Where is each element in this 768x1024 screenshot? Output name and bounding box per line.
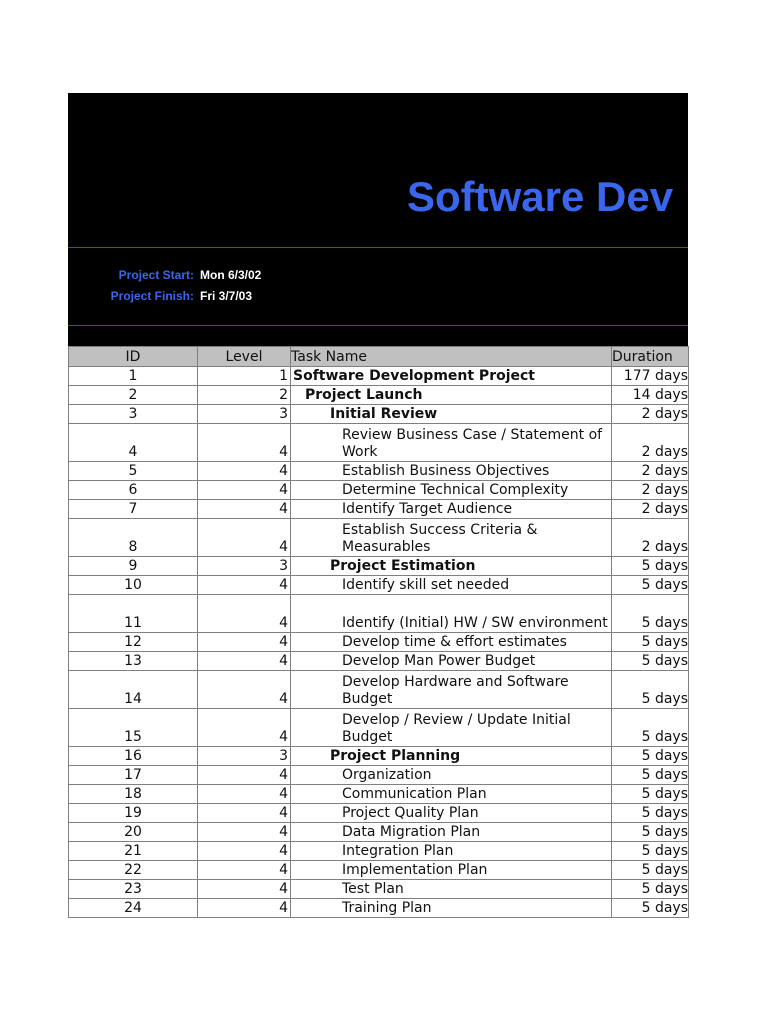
project-start-label: Project Start: [118,268,194,282]
cell-id[interactable]: 4 [69,424,198,462]
cell-task-name[interactable] [291,804,612,823]
cell-duration[interactable]: 2 days [612,500,689,519]
task-name-text: Establish Success Criteria & Measurables [342,522,538,555]
cell-duration[interactable]: 5 days [612,747,689,766]
cell-level[interactable]: 4 [198,671,291,709]
column-header-task-name[interactable]: Task Name [291,347,612,367]
task-rows [69,367,689,918]
cell-id[interactable]: 19 [69,804,198,823]
cell-level[interactable]: 4 [198,652,291,671]
header-divider-bottom [68,325,688,326]
cell-duration[interactable]: 5 days [612,823,689,842]
task-name-text: Identify (Initial) HW / SW environment [342,615,608,631]
cell-task-name[interactable] [291,633,612,652]
cell-id[interactable]: 11 [69,595,198,633]
table-row[interactable] [69,880,689,899]
cell-id[interactable]: 6 [69,481,198,500]
table-row[interactable] [69,785,689,804]
task-name-text: Review Business Case / Statement of Work [342,427,603,460]
task-name-text: Identify skill set needed [342,576,510,593]
table-row[interactable] [69,747,689,766]
cell-duration[interactable]: 2 days [612,424,689,462]
cell-duration[interactable]: 5 days [612,899,689,918]
cell-id[interactable]: 23 [69,880,198,899]
task-table [68,346,689,918]
table-row[interactable] [69,424,689,462]
table-row[interactable] [69,842,689,861]
cell-id[interactable]: 20 [69,823,198,842]
cell-task-name[interactable] [291,842,612,861]
cell-duration[interactable]: 177 days [612,367,689,386]
cell-level[interactable]: 4 [198,861,291,880]
table-row[interactable] [69,519,689,557]
cell-level[interactable]: 4 [198,823,291,842]
cell-task-name[interactable] [291,823,612,842]
cell-level[interactable]: 4 [198,899,291,918]
table-row[interactable] [69,861,689,880]
table-row[interactable] [69,481,689,500]
cell-id[interactable]: 9 [69,557,198,576]
cell-task-name[interactable] [291,500,612,519]
table-row[interactable] [69,576,689,595]
cell-task-name[interactable] [291,671,612,709]
cell-id[interactable]: 16 [69,747,198,766]
task-name-text: Integration Plan [342,842,454,859]
cell-task-name[interactable] [291,899,612,918]
cell-level[interactable]: 4 [198,766,291,785]
cell-task-name[interactable] [291,861,612,880]
task-name-text: Project Launch [305,386,423,403]
cell-task-name[interactable] [291,766,612,785]
cell-level[interactable]: 3 [198,747,291,766]
cell-duration[interactable]: 2 days [612,519,689,557]
task-name-text: Implementation Plan [342,861,488,878]
cell-duration[interactable]: 2 days [612,462,689,481]
task-name-text: Develop / Review / Update Initial Budget [342,712,571,745]
column-header-id[interactable]: ID [69,347,198,367]
table-row[interactable] [69,386,689,405]
table-row[interactable] [69,405,689,424]
task-name-text: Communication Plan [342,785,487,802]
cell-level[interactable]: 4 [198,804,291,823]
cell-task-name[interactable] [291,405,612,424]
cell-id[interactable]: 8 [69,519,198,557]
table-row[interactable] [69,633,689,652]
task-name-text: Develop Hardware and Software Budget [342,674,569,707]
cell-duration[interactable]: 2 days [612,481,689,500]
cell-level[interactable]: 4 [198,595,291,633]
project-finish-value: Fri 3/7/03 [200,289,253,303]
table-row[interactable] [69,823,689,842]
cell-task-name[interactable] [291,462,612,481]
table-row[interactable] [69,557,689,576]
cell-duration[interactable]: 5 days [612,785,689,804]
cell-id[interactable]: 15 [69,709,198,747]
cell-level[interactable]: 4 [198,462,291,481]
column-header-level[interactable]: Level [198,347,291,367]
cell-duration[interactable]: 5 days [612,671,689,709]
cell-id[interactable]: 22 [69,861,198,880]
column-header-duration[interactable]: Duration [612,347,689,367]
cell-id[interactable]: 21 [69,842,198,861]
cell-level[interactable]: 4 [198,576,291,595]
task-name-text: Test Plan [342,880,404,897]
cell-duration[interactable]: 5 days [612,766,689,785]
cell-duration[interactable]: 5 days [612,842,689,861]
table-row[interactable] [69,367,689,386]
cell-duration[interactable]: 2 days [612,405,689,424]
task-name-text: Identify Target Audience [342,500,513,517]
task-name-text: Data Migration Plan [342,823,481,840]
cell-level[interactable]: 4 [198,519,291,557]
cell-duration[interactable]: 14 days [612,386,689,405]
cell-level[interactable]: 2 [198,386,291,405]
task-name-text: Training Plan [342,899,432,916]
cell-task-name[interactable] [291,576,612,595]
cell-task-name[interactable] [291,595,612,633]
cell-level[interactable]: 4 [198,709,291,747]
cell-task-name[interactable] [291,785,612,804]
task-name-text: Organization [342,766,432,783]
table-row[interactable] [69,652,689,671]
cell-id[interactable]: 14 [69,671,198,709]
cell-level[interactable]: 3 [198,557,291,576]
project-start-value: Mon 6/3/02 [200,268,262,282]
header-divider-top [68,247,688,248]
cell-task-name[interactable] [291,880,612,899]
cell-level[interactable]: 3 [198,405,291,424]
cell-id[interactable]: 18 [69,785,198,804]
cell-level[interactable]: 4 [198,481,291,500]
task-name-text: Initial Review [330,405,438,422]
cell-task-name[interactable] [291,519,612,557]
cell-task-name[interactable] [291,386,612,405]
cell-id[interactable]: 3 [69,405,198,424]
cell-task-name[interactable] [291,367,612,386]
cell-task-name[interactable] [291,481,612,500]
cell-task-name[interactable] [291,652,612,671]
table-row[interactable] [69,500,689,519]
cell-id[interactable]: 1 [69,367,198,386]
cell-id[interactable]: 2 [69,386,198,405]
task-name-text: Project Planning [330,747,461,764]
cell-duration[interactable]: 5 days [612,861,689,880]
table-row[interactable] [69,462,689,481]
cell-id[interactable]: 7 [69,500,198,519]
table-row[interactable] [69,804,689,823]
table-row[interactable] [69,766,689,785]
cell-duration[interactable]: 5 days [612,633,689,652]
cell-duration[interactable]: 5 days [612,804,689,823]
spreadsheet-page [68,93,688,918]
cell-level[interactable]: 4 [198,842,291,861]
cell-id[interactable]: 17 [69,766,198,785]
task-name-text: Develop time & effort estimates [342,633,567,650]
table-row[interactable] [69,709,689,747]
table-header-row [69,347,689,367]
table-row[interactable] [69,671,689,709]
cell-duration[interactable]: 5 days [612,652,689,671]
cell-task-name[interactable] [291,709,612,747]
cell-id[interactable]: 10 [69,576,198,595]
task-name-text: Develop Man Power Budget [342,652,536,669]
cell-id[interactable]: 13 [69,652,198,671]
cell-duration[interactable]: 5 days [612,880,689,899]
task-name-text: Determine Technical Complexity [342,481,569,498]
cell-level[interactable]: 1 [198,367,291,386]
header-banner [68,93,688,346]
cell-duration[interactable]: 5 days [612,595,689,633]
task-name-text: Software Development Project [293,367,535,384]
cell-level[interactable]: 4 [198,424,291,462]
cell-level[interactable]: 4 [198,785,291,804]
project-finish-label: Project Finish: [110,289,194,303]
table-row[interactable] [69,595,689,633]
cell-level[interactable]: 4 [198,500,291,519]
cell-duration[interactable]: 5 days [612,709,689,747]
cell-task-name[interactable] [291,557,612,576]
cell-id[interactable]: 5 [69,462,198,481]
task-name-text: Project Estimation [330,557,476,574]
cell-task-name[interactable] [291,424,612,462]
cell-duration[interactable]: 5 days [612,576,689,595]
cell-id[interactable]: 24 [69,899,198,918]
cell-duration[interactable]: 5 days [612,557,689,576]
page-title: Software Dev [407,173,674,220]
task-name-text: Project Quality Plan [342,804,479,821]
table-row[interactable] [69,899,689,918]
cell-level[interactable]: 4 [198,633,291,652]
task-name-text: Establish Business Objectives [342,462,550,479]
cell-level[interactable]: 4 [198,880,291,899]
cell-id[interactable]: 12 [69,633,198,652]
cell-task-name[interactable] [291,747,612,766]
